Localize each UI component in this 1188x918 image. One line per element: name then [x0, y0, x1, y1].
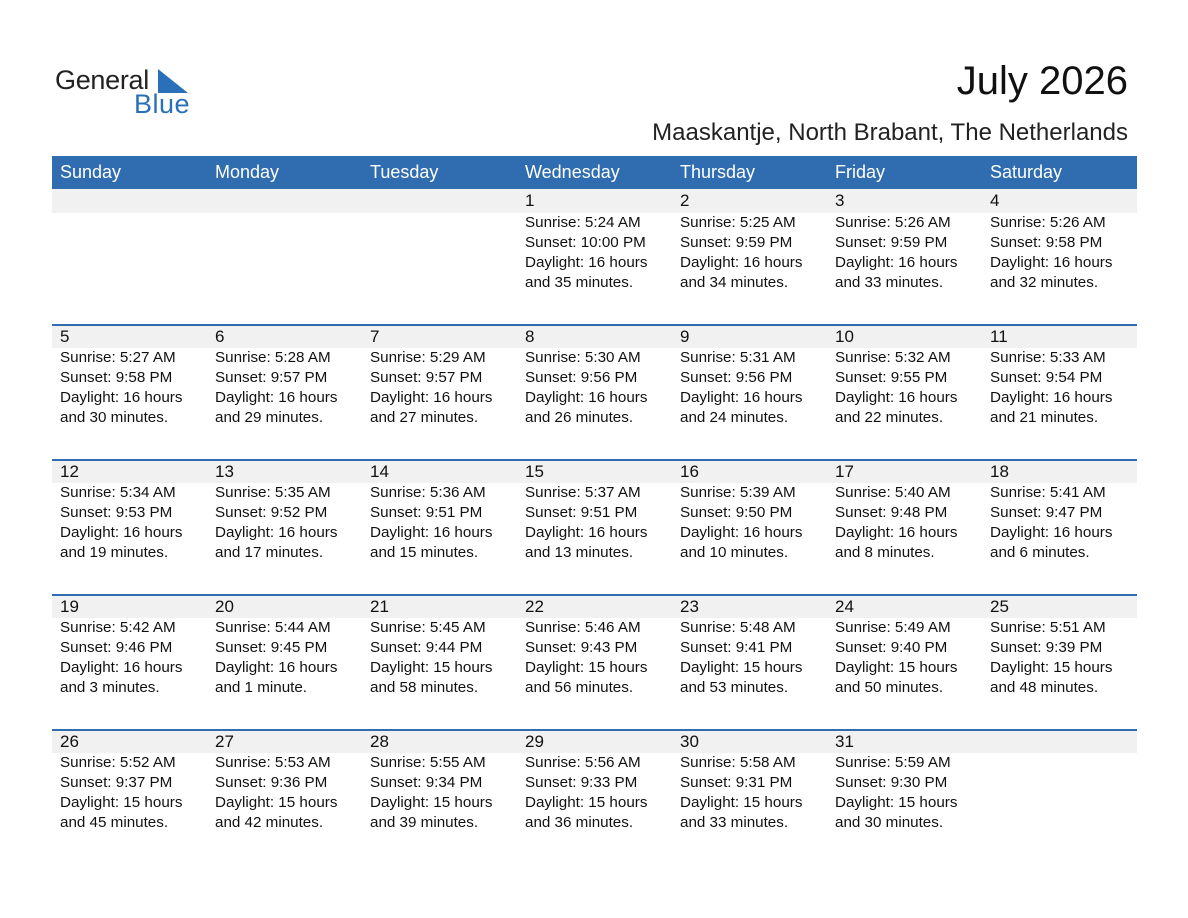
day-minutes: and 27 minutes.	[370, 409, 479, 426]
day-minutes: and 53 minutes.	[680, 679, 789, 696]
day-daylight: Daylight: 16 hours	[835, 389, 958, 406]
day-cell	[362, 483, 517, 563]
day-minutes: and 48 minutes.	[990, 679, 1099, 696]
day-number	[52, 189, 207, 213]
day-cell	[982, 618, 1137, 698]
day-sunset: Sunset: 9:59 PM	[680, 234, 793, 251]
day-cell	[52, 483, 207, 563]
day-number: 28	[370, 732, 389, 751]
day-number	[362, 189, 517, 213]
day-cell	[827, 348, 982, 428]
day-sunset: Sunset: 9:55 PM	[835, 369, 948, 386]
day-minutes: and 45 minutes.	[60, 814, 169, 831]
day-cell	[672, 213, 827, 293]
day-cell	[517, 618, 672, 698]
day-sunrise: Sunrise: 5:27 AM	[60, 349, 176, 366]
day-cell	[207, 348, 362, 428]
day-sunrise: Sunrise: 5:28 AM	[215, 349, 331, 366]
day-daylight: Daylight: 16 hours	[525, 389, 648, 406]
day-number: 17	[835, 462, 854, 481]
week-info-row	[52, 618, 1137, 698]
day-sunrise: Sunrise: 5:26 AM	[835, 214, 951, 231]
day-daylight: Daylight: 16 hours	[525, 524, 648, 541]
weekday-tuesday: Tuesday	[370, 162, 439, 182]
calendar-week	[52, 189, 1137, 324]
day-daylight: Daylight: 16 hours	[215, 659, 338, 676]
location-subtitle: Maaskantje, North Brabant, The Netherlands	[652, 119, 1128, 146]
day-sunrise: Sunrise: 5:32 AM	[835, 349, 951, 366]
day-minutes: and 1 minute.	[215, 679, 308, 696]
week-date-bar	[52, 324, 1137, 348]
day-sunset: Sunset: 9:30 PM	[835, 774, 948, 791]
day-number: 15	[525, 462, 544, 481]
day-number: 8	[525, 327, 535, 346]
day-minutes: and 21 minutes.	[990, 409, 1099, 426]
day-sunrise: Sunrise: 5:51 AM	[990, 619, 1106, 636]
day-cell	[52, 348, 207, 428]
day-sunrise: Sunrise: 5:40 AM	[835, 484, 951, 501]
day-number: 18	[990, 462, 1009, 481]
day-minutes: and 39 minutes.	[370, 814, 479, 831]
day-sunset: Sunset: 9:56 PM	[680, 369, 793, 386]
week-date-bar	[52, 729, 1137, 753]
day-sunrise: Sunrise: 5:45 AM	[370, 619, 486, 636]
day-daylight: Daylight: 15 hours	[680, 659, 803, 676]
day-minutes: and 33 minutes.	[680, 814, 789, 831]
day-cell	[52, 213, 207, 293]
day-sunrise: Sunrise: 5:58 AM	[680, 754, 796, 771]
day-sunrise: Sunrise: 5:37 AM	[525, 484, 641, 501]
day-sunset: Sunset: 9:37 PM	[60, 774, 173, 791]
day-minutes: and 32 minutes.	[990, 274, 1099, 291]
day-sunrise: Sunrise: 5:39 AM	[680, 484, 796, 501]
day-sunset: Sunset: 10:00 PM	[525, 234, 646, 251]
day-daylight: Daylight: 16 hours	[990, 389, 1113, 406]
day-daylight: Daylight: 16 hours	[680, 524, 803, 541]
day-sunset: Sunset: 9:39 PM	[990, 639, 1103, 656]
day-daylight: Daylight: 16 hours	[835, 524, 958, 541]
day-minutes: and 29 minutes.	[215, 409, 324, 426]
day-sunrise: Sunrise: 5:48 AM	[680, 619, 796, 636]
day-minutes: and 6 minutes.	[990, 544, 1090, 561]
weekday-sunday: Sunday	[60, 162, 122, 182]
day-sunset: Sunset: 9:43 PM	[525, 639, 638, 656]
logo-word-general: General	[55, 65, 149, 95]
day-daylight: Daylight: 15 hours	[525, 659, 648, 676]
calendar	[52, 156, 1137, 864]
day-daylight: Daylight: 16 hours	[525, 254, 648, 271]
day-number: 4	[990, 191, 1000, 210]
day-cell	[362, 753, 517, 833]
day-cell	[517, 348, 672, 428]
day-sunset: Sunset: 9:40 PM	[835, 639, 948, 656]
day-sunset: Sunset: 9:53 PM	[60, 504, 173, 521]
day-sunset: Sunset: 9:51 PM	[370, 504, 483, 521]
calendar-week	[52, 594, 1137, 729]
day-cell	[827, 483, 982, 563]
day-sunset: Sunset: 9:57 PM	[215, 369, 328, 386]
day-number: 11	[990, 327, 1008, 346]
day-number: 31	[835, 732, 854, 751]
day-number: 25	[990, 597, 1009, 616]
day-number: 19	[60, 597, 79, 616]
day-daylight: Daylight: 16 hours	[835, 254, 958, 271]
page-title: July 2026	[956, 59, 1128, 103]
weekday-header	[52, 156, 1137, 189]
day-cell	[207, 483, 362, 563]
day-daylight: Daylight: 16 hours	[370, 524, 493, 541]
day-cell	[672, 348, 827, 428]
day-cell	[52, 618, 207, 698]
day-daylight: Daylight: 15 hours	[215, 794, 338, 811]
day-sunrise: Sunrise: 5:55 AM	[370, 754, 486, 771]
day-cell	[362, 213, 517, 293]
day-cell	[207, 618, 362, 698]
day-number: 26	[60, 732, 79, 751]
day-cell	[362, 348, 517, 428]
day-daylight: Daylight: 15 hours	[835, 659, 958, 676]
week-info-row	[52, 213, 1137, 293]
day-daylight: Daylight: 15 hours	[370, 794, 493, 811]
day-number: 5	[60, 327, 70, 346]
day-number: 1	[525, 191, 535, 210]
day-daylight: Daylight: 16 hours	[370, 389, 493, 406]
calendar-weeks	[52, 189, 1137, 864]
day-sunset: Sunset: 9:36 PM	[215, 774, 328, 791]
day-sunset: Sunset: 9:48 PM	[835, 504, 948, 521]
day-number	[982, 731, 1137, 753]
day-number: 6	[215, 327, 225, 346]
day-sunrise: Sunrise: 5:30 AM	[525, 349, 641, 366]
day-sunrise: Sunrise: 5:44 AM	[215, 619, 331, 636]
day-daylight: Daylight: 16 hours	[60, 389, 183, 406]
day-daylight: Daylight: 16 hours	[680, 389, 803, 406]
day-minutes: and 58 minutes.	[370, 679, 479, 696]
day-sunset: Sunset: 9:56 PM	[525, 369, 638, 386]
day-cell	[827, 213, 982, 293]
day-number: 9	[680, 327, 690, 346]
day-cell	[207, 213, 362, 293]
day-cell	[982, 753, 1137, 833]
day-number: 3	[835, 191, 845, 210]
day-minutes: and 50 minutes.	[835, 679, 944, 696]
day-minutes: and 10 minutes.	[680, 544, 789, 561]
day-cell	[672, 483, 827, 563]
day-number: 14	[370, 462, 389, 481]
day-daylight: Daylight: 15 hours	[370, 659, 493, 676]
day-number: 16	[680, 462, 699, 481]
day-minutes: and 33 minutes.	[835, 274, 944, 291]
day-minutes: and 56 minutes.	[525, 679, 634, 696]
day-number: 2	[680, 191, 690, 210]
day-sunset: Sunset: 9:50 PM	[680, 504, 793, 521]
weekday-friday: Friday	[835, 162, 886, 182]
day-sunrise: Sunrise: 5:31 AM	[680, 349, 796, 366]
week-date-bar	[52, 594, 1137, 618]
day-cell	[982, 213, 1137, 293]
day-sunset: Sunset: 9:31 PM	[680, 774, 793, 791]
day-daylight: Daylight: 15 hours	[680, 794, 803, 811]
day-sunrise: Sunrise: 5:26 AM	[990, 214, 1106, 231]
day-sunset: Sunset: 9:59 PM	[835, 234, 948, 251]
day-cell	[672, 753, 827, 833]
week-info-row	[52, 348, 1137, 428]
day-minutes: and 42 minutes.	[215, 814, 324, 831]
day-sunset: Sunset: 9:58 PM	[990, 234, 1103, 251]
day-sunrise: Sunrise: 5:49 AM	[835, 619, 951, 636]
day-cell	[517, 483, 672, 563]
day-sunrise: Sunrise: 5:34 AM	[60, 484, 176, 501]
day-daylight: Daylight: 16 hours	[680, 254, 803, 271]
day-cell	[672, 618, 827, 698]
day-daylight: Daylight: 15 hours	[990, 659, 1113, 676]
day-sunset: Sunset: 9:52 PM	[215, 504, 328, 521]
calendar-week	[52, 729, 1137, 864]
day-daylight: Daylight: 15 hours	[835, 794, 958, 811]
day-sunset: Sunset: 9:41 PM	[680, 639, 793, 656]
day-sunrise: Sunrise: 5:33 AM	[990, 349, 1106, 366]
day-sunrise: Sunrise: 5:35 AM	[215, 484, 331, 501]
day-minutes: and 17 minutes.	[215, 544, 324, 561]
logo-word-blue: Blue	[134, 89, 191, 119]
day-sunset: Sunset: 9:33 PM	[525, 774, 638, 791]
day-sunset: Sunset: 9:51 PM	[525, 504, 638, 521]
day-sunrise: Sunrise: 5:42 AM	[60, 619, 176, 636]
day-sunset: Sunset: 9:46 PM	[60, 639, 173, 656]
day-number: 23	[680, 597, 699, 616]
day-cell	[517, 213, 672, 293]
day-number: 24	[835, 597, 854, 616]
week-date-bar	[52, 189, 1137, 213]
day-daylight: Daylight: 15 hours	[60, 794, 183, 811]
day-minutes: and 15 minutes.	[370, 544, 479, 561]
day-sunrise: Sunrise: 5:52 AM	[60, 754, 176, 771]
day-minutes: and 35 minutes.	[525, 274, 634, 291]
day-daylight: Daylight: 16 hours	[215, 524, 338, 541]
day-number: 21	[370, 597, 389, 616]
day-daylight: Daylight: 15 hours	[525, 794, 648, 811]
weekday-saturday: Saturday	[990, 162, 1063, 182]
day-number	[207, 189, 362, 213]
weekday-wednesday: Wednesday	[525, 162, 620, 182]
day-cell	[982, 483, 1137, 563]
day-minutes: and 30 minutes.	[60, 409, 169, 426]
day-daylight: Daylight: 16 hours	[990, 254, 1113, 271]
day-minutes: and 19 minutes.	[60, 544, 169, 561]
day-number: 13	[215, 462, 234, 481]
day-minutes: and 22 minutes.	[835, 409, 944, 426]
day-number: 12	[60, 462, 79, 481]
day-daylight: Daylight: 16 hours	[60, 659, 183, 676]
day-number: 27	[215, 732, 234, 751]
day-cell	[362, 618, 517, 698]
day-number: 22	[525, 597, 544, 616]
weekday-monday: Monday	[215, 162, 280, 182]
day-sunrise: Sunrise: 5:53 AM	[215, 754, 331, 771]
day-minutes: and 34 minutes.	[680, 274, 789, 291]
week-date-bar	[52, 459, 1137, 483]
calendar-week	[52, 324, 1137, 459]
day-sunset: Sunset: 9:44 PM	[370, 639, 483, 656]
day-number: 10	[835, 327, 854, 346]
day-number: 20	[215, 597, 234, 616]
day-sunset: Sunset: 9:57 PM	[370, 369, 483, 386]
day-cell	[827, 618, 982, 698]
logo	[55, 64, 195, 120]
day-daylight: Daylight: 16 hours	[215, 389, 338, 406]
day-sunrise: Sunrise: 5:46 AM	[525, 619, 641, 636]
day-sunrise: Sunrise: 5:24 AM	[525, 214, 641, 231]
day-sunset: Sunset: 9:34 PM	[370, 774, 483, 791]
day-sunrise: Sunrise: 5:59 AM	[835, 754, 951, 771]
day-daylight: Daylight: 16 hours	[990, 524, 1113, 541]
day-sunset: Sunset: 9:45 PM	[215, 639, 328, 656]
day-minutes: and 26 minutes.	[525, 409, 634, 426]
day-cell	[827, 753, 982, 833]
day-sunset: Sunset: 9:47 PM	[990, 504, 1103, 521]
day-sunrise: Sunrise: 5:41 AM	[990, 484, 1106, 501]
day-sunrise: Sunrise: 5:36 AM	[370, 484, 486, 501]
day-minutes: and 8 minutes.	[835, 544, 935, 561]
day-sunrise: Sunrise: 5:25 AM	[680, 214, 796, 231]
day-minutes: and 24 minutes.	[680, 409, 789, 426]
week-info-row	[52, 483, 1137, 563]
day-number: 30	[680, 732, 699, 751]
day-minutes: and 36 minutes.	[525, 814, 634, 831]
day-cell	[982, 348, 1137, 428]
week-info-row	[52, 753, 1137, 833]
day-number: 29	[525, 732, 544, 751]
day-cell	[517, 753, 672, 833]
day-minutes: and 3 minutes.	[60, 679, 160, 696]
day-sunset: Sunset: 9:54 PM	[990, 369, 1103, 386]
day-number: 7	[370, 327, 380, 346]
day-sunset: Sunset: 9:58 PM	[60, 369, 173, 386]
day-cell	[52, 753, 207, 833]
day-cell	[207, 753, 362, 833]
day-minutes: and 30 minutes.	[835, 814, 944, 831]
day-sunrise: Sunrise: 5:29 AM	[370, 349, 486, 366]
calendar-week	[52, 459, 1137, 594]
day-daylight: Daylight: 16 hours	[60, 524, 183, 541]
day-minutes: and 13 minutes.	[525, 544, 634, 561]
weekday-thursday: Thursday	[680, 162, 756, 182]
day-sunrise: Sunrise: 5:56 AM	[525, 754, 641, 771]
